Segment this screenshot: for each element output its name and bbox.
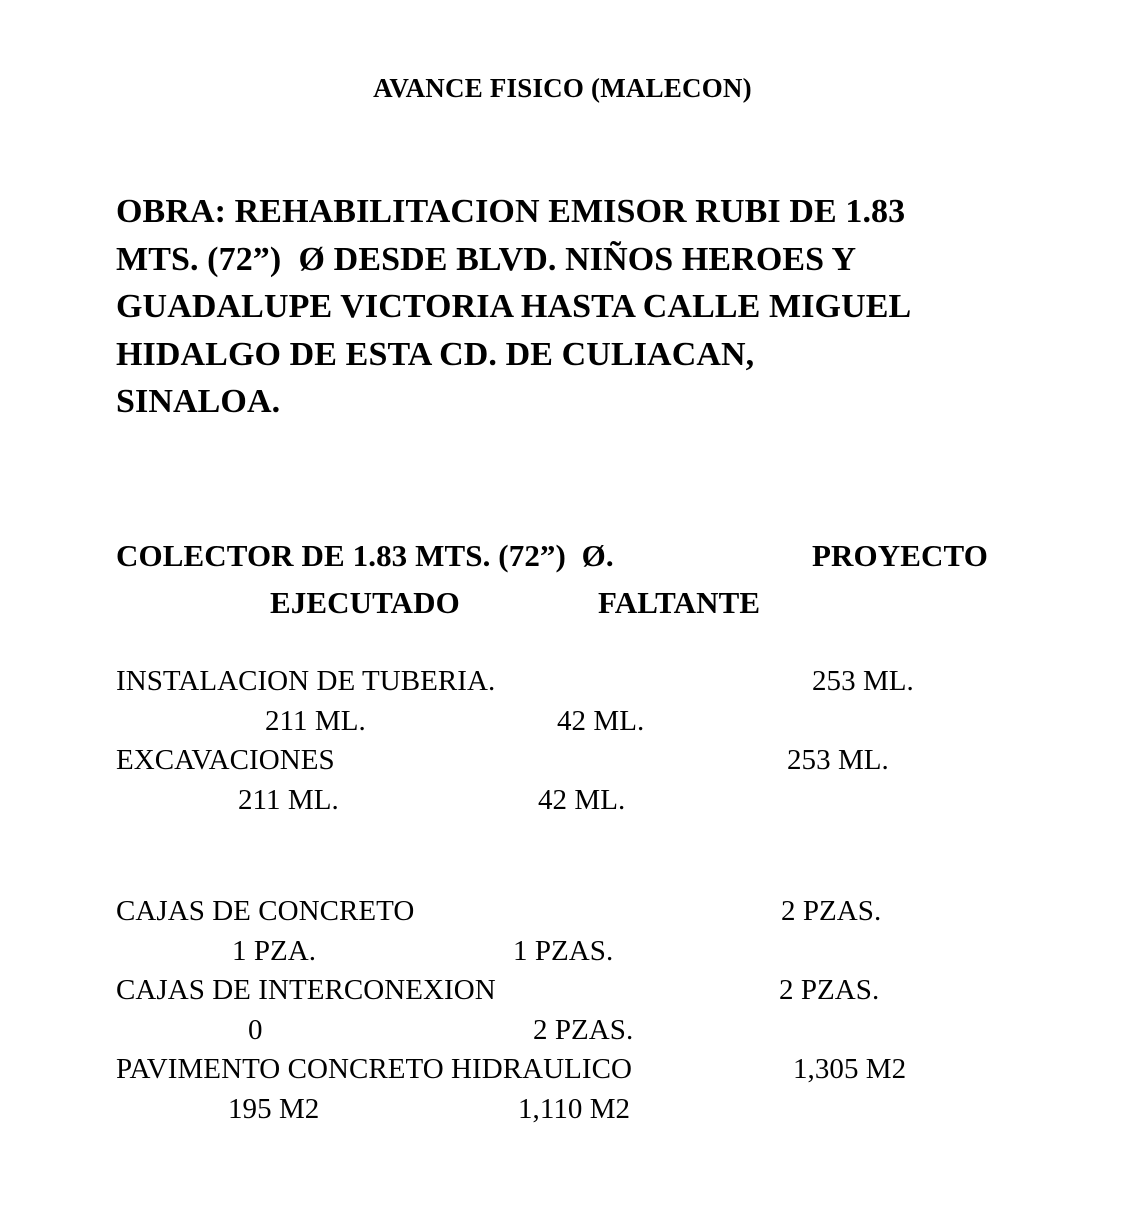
obra-heading-line: OBRA: REHABILITACION EMISOR RUBI DE 1.83 (116, 193, 906, 230)
table-row-line-2 (0, 1011, 1125, 1051)
obra-heading-line: HIDALGO DE ESTA CD. DE CULIACAN, (116, 335, 755, 373)
table-header-subject: COLECTOR DE 1.83 MTS. (72”) Ø. (116, 538, 614, 573)
cell-ejecutado: 211 ML. (265, 704, 366, 737)
table-row-line-1 (0, 741, 1125, 781)
cell-concepto: PAVIMENTO CONCRETO HIDRAULICO (116, 1053, 632, 1085)
cell-concepto: CAJAS DE CONCRETO (116, 895, 415, 927)
table-row-line-1 (0, 1050, 1125, 1090)
column-header-faltante: FALTANTE (598, 585, 761, 620)
page-title: AVANCE FISICO (MALECON) (373, 73, 752, 103)
table-row (0, 971, 1125, 1050)
cell-proyecto: 253 ML. (812, 665, 914, 697)
table-row-line-2 (0, 1090, 1125, 1130)
table-row-line-2 (0, 702, 1125, 742)
table-row-line-1 (0, 662, 1125, 702)
table-row-line-2 (0, 932, 1125, 972)
cell-faltante: 1 PZAS. (513, 934, 614, 967)
cell-faltante: 42 ML. (538, 783, 626, 816)
table-column-header (0, 532, 1125, 626)
cell-ejecutado: 195 M2 (228, 1092, 320, 1125)
cell-ejecutado: 0 (248, 1013, 263, 1046)
obra-heading-line: SINALOA. (116, 383, 281, 420)
table-row-line-2 (0, 781, 1125, 821)
table-row (0, 892, 1125, 971)
cell-faltante: 2 PZAS. (533, 1013, 634, 1046)
cell-faltante: 1,110 M2 (518, 1092, 631, 1125)
section-spacer (0, 820, 1125, 892)
cell-concepto: CAJAS DE INTERCONEXION (116, 974, 496, 1006)
table-header-line-2 (0, 579, 1125, 626)
table-row-line-1 (0, 971, 1125, 1011)
table-row-line-1 (0, 892, 1125, 932)
cell-proyecto: 253 ML. (787, 744, 889, 776)
cell-proyecto: 1,305 M2 (793, 1053, 907, 1085)
cell-proyecto: 2 PZAS. (779, 974, 880, 1006)
obra-heading-line: MTS. (72”) Ø DESDE BLVD. NIÑOS HEROES Y (116, 240, 857, 278)
table-row (0, 662, 1125, 741)
cell-concepto: EXCAVACIONES (116, 744, 335, 776)
cell-ejecutado: 211 ML. (238, 783, 339, 816)
table-row (0, 1050, 1125, 1129)
column-header-proyecto: PROYECTO (812, 538, 988, 573)
table-row (0, 741, 1125, 820)
cell-ejecutado: 1 PZA. (232, 934, 317, 967)
table-body (0, 662, 1125, 1129)
cell-faltante: 42 ML. (557, 704, 645, 737)
obra-heading-block (116, 188, 1056, 426)
table-header-line-1 (0, 532, 1125, 579)
cell-concepto: INSTALACION DE TUBERIA. (116, 665, 496, 697)
column-header-ejecutado: EJECUTADO (270, 585, 460, 620)
cell-proyecto: 2 PZAS. (781, 895, 882, 927)
obra-heading-line: GUADALUPE VICTORIA HASTA CALLE MIGUEL (116, 288, 912, 325)
